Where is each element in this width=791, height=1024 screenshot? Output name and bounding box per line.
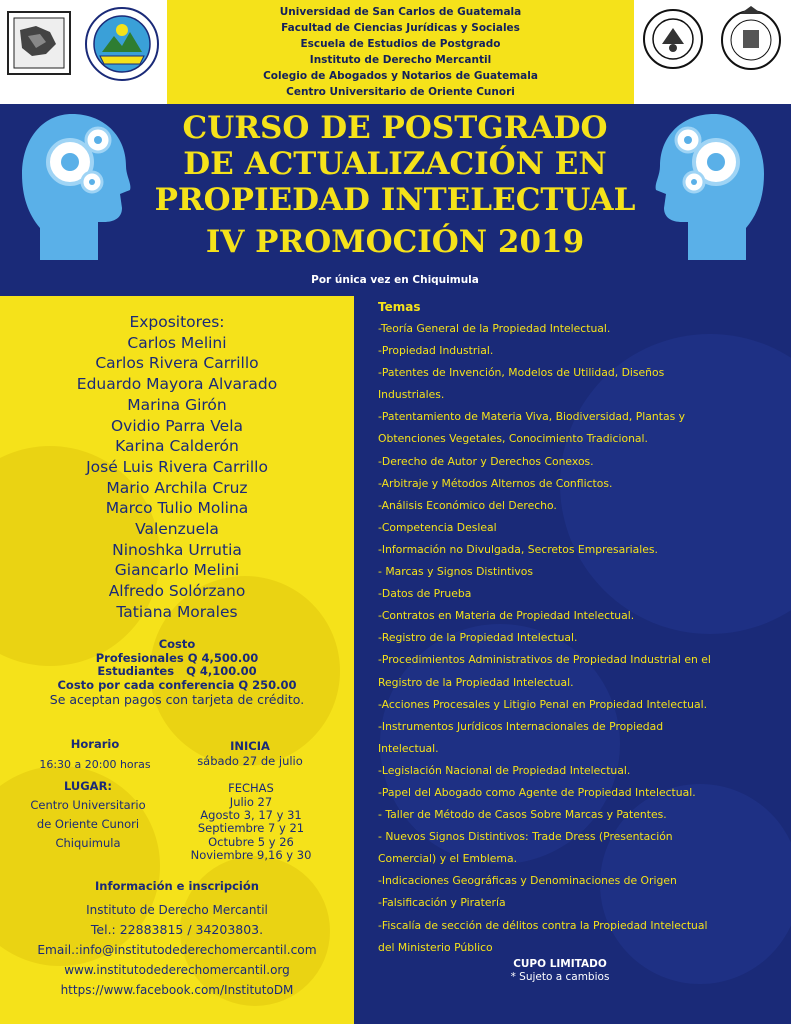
temas-heading: Temas — [378, 300, 421, 314]
institution-line: Facultad de Ciencias Jurídicas y Sociales — [281, 22, 520, 34]
tema-item: -Contratos en Materia de Propiedad Intelectual. — [378, 609, 635, 623]
expositor-name: Carlos Rivera Carrillo — [95, 354, 259, 373]
expositor-name: Karina Calderón — [115, 437, 239, 456]
institution-line: Instituto de Derecho Mercantil — [309, 54, 492, 66]
expositor-name: Giancarlo Melini — [114, 561, 240, 580]
instituto-logo — [6, 10, 72, 76]
tema-item: -Análisis Económico del Derecho. — [378, 498, 557, 512]
tema-item: -Papel del Abogado como Agente de Propiedad Intelectual. — [378, 785, 696, 799]
institution-line: Colegio de Abogados y Notarios de Guatemala — [263, 70, 538, 82]
lugar-block — [14, 780, 162, 853]
course-title-line: DE ACTUALIZACIÓN EN — [183, 146, 607, 182]
inicia-value: sábado 27 de julio — [197, 753, 303, 768]
tema-item: - Marcas y Signos Distintivos — [378, 565, 533, 579]
expositor-name: Ninoshka Urrutia — [112, 540, 242, 559]
tema-item: -Registro de la Propiedad Intelectual. — [378, 631, 578, 645]
tema-item: -Legislación Nacional de Propiedad Intelectual. — [378, 763, 631, 777]
header-institutions-band — [167, 0, 634, 104]
tema-item: -Patentes de Invención, Modelos de Utilidad, Diseños — [378, 366, 665, 380]
horario-heading: Horario — [70, 737, 120, 751]
tema-item: -Procedimientos Administrativos de Propiedad Industrial en el — [378, 653, 711, 667]
colegio-abogados-seal — [720, 4, 782, 78]
tema-item: -Arbitraje y Métodos Alternos de Conflictos. — [378, 476, 613, 490]
lugar-heading: LUGAR: — [63, 779, 113, 793]
head-gears-illustration — [652, 110, 764, 270]
tema-item: del Ministerio Público — [378, 940, 493, 954]
tema-item: Registro de la Propiedad Intelectual. — [378, 675, 574, 689]
tema-item: -Indicaciones Geográficas y Denominaciones de Origen — [378, 874, 677, 888]
tema-item: Comercial) y el Emblema. — [378, 852, 517, 866]
informacion-tel: Tel.: 22883815 / 34203803. — [90, 921, 264, 937]
course-title-line: CURSO DE POSTGRADO — [182, 110, 608, 146]
cunori-seal — [642, 8, 704, 70]
lugar-line: Centro Universitario — [30, 797, 146, 812]
fechas-heading: FECHAS — [228, 781, 274, 795]
costo-estudiantes: Estudiantes Q 4,100.00 — [97, 664, 257, 678]
costo-conferencia: Costo por cada conferencia Q 250.00 — [57, 677, 297, 692]
expositor-name: Marco Tulio Molina — [105, 499, 249, 518]
cupo-limitado-note — [490, 958, 630, 984]
expositor-name: Marina Girón — [127, 395, 227, 414]
expositor-name: Eduardo Mayora Alvarado — [76, 375, 278, 394]
informacion-org: Instituto de Derecho Mercantil — [86, 902, 268, 917]
subtitle: Por única vez en Chiquimula — [311, 274, 479, 286]
institution-line: Escuela de Estudios de Postgrado — [300, 38, 501, 50]
costo-block — [0, 638, 354, 707]
informacion-email[interactable]: Email.:info@institutodederechomercantil.com — [37, 942, 317, 957]
course-title-line: IV PROMOCIÓN 2019 — [205, 224, 585, 260]
expositores-block — [0, 312, 354, 623]
fechas-block — [180, 782, 322, 863]
lugar-line: de Oriente Cunori — [36, 816, 140, 831]
tema-item: -Derecho de Autor y Derechos Conexos. — [378, 454, 594, 468]
horario-value: 16:30 a 20:00 horas — [39, 757, 151, 771]
cupo-line: * Sujeto a cambios — [510, 971, 610, 983]
costo-heading: Costo — [158, 637, 196, 651]
institution-line: Universidad de San Carlos de Guatemala — [279, 6, 522, 18]
tema-item: -Propiedad Industrial. — [378, 344, 494, 358]
expositor-name: Ovidio Parra Vela — [110, 416, 244, 435]
tema-item: -Competencia Desleal — [378, 520, 497, 534]
inicia-block — [188, 740, 312, 768]
tema-item: - Nuevos Signos Distintivos: Trade Dress (Presentación — [378, 830, 673, 844]
expositores-heading: Expositores: — [129, 313, 225, 331]
tema-item: Industriales. — [378, 388, 445, 402]
tema-item: - Taller de Método de Casos Sobre Marcas y Patentes. — [378, 808, 667, 822]
expositor-name: Carlos Melini — [127, 333, 227, 352]
informacion-block — [0, 880, 354, 1000]
costo-profesionales: Profesionales Q 4,500.00 — [95, 650, 259, 665]
fechas-line: Julio 27 — [229, 794, 273, 809]
lugar-line: Chiquimula — [55, 835, 121, 850]
fechas-line: Octubre 5 y 26 — [208, 834, 294, 849]
fechas-line: Agosto 3, 17 y 31 — [200, 807, 302, 822]
tema-item: Intelectual. — [378, 741, 439, 755]
horario-block — [30, 738, 160, 771]
temas-panel — [370, 300, 770, 959]
costo-tarjeta: Se aceptan pagos con tarjeta de crédito. — [49, 692, 305, 707]
expositor-name: Mario Archila Cruz — [106, 478, 248, 497]
tema-item: -Acciones Procesales y Litigio Penal en Propiedad Intelectual. — [378, 697, 708, 711]
informacion-facebook[interactable]: https://www.facebook.com/InstitutoDM — [60, 982, 294, 997]
tema-item: -Patentamiento de Materia Viva, Biodiversidad, Plantas y — [378, 410, 686, 424]
tema-item: -Instrumentos Jurídicos Internacionales de Propiedad — [378, 719, 664, 733]
expositor-name: Tatiana Morales — [116, 602, 238, 621]
informacion-heading: Información e inscripción — [95, 879, 259, 893]
tema-item: -Falsificación y Piratería — [378, 896, 506, 910]
inicia-heading: INICIA — [230, 739, 270, 753]
tema-item: Obtenciones Vegetales, Conocimiento Tradicional. — [378, 432, 648, 446]
usac-seal — [84, 6, 160, 82]
tema-item: -Teoría General de la Propiedad Intelectual. — [378, 322, 611, 335]
institution-line: Centro Universitario de Oriente Cunori — [286, 86, 515, 98]
informacion-web[interactable]: www.institutodederechomercantil.org — [64, 962, 290, 977]
fechas-line: Septiembre 7 y 21 — [197, 821, 305, 836]
expositor-name: José Luis Rivera Carrillo — [86, 457, 268, 476]
cupo-line: CUPO LIMITADO — [513, 958, 607, 970]
tema-item: -Datos de Prueba — [378, 587, 472, 601]
course-title-line: PROPIEDAD INTELECTUAL — [154, 182, 636, 218]
expositor-name: Valenzuela — [135, 520, 219, 539]
tema-item: -Información no Divulgada, Secretos Empresariales. — [378, 542, 658, 556]
fechas-line: Noviembre 9,16 y 30 — [190, 848, 312, 863]
expositor-name: Alfredo Solórzano — [108, 582, 246, 601]
tema-item: -Fiscalía de sección de délitos contra la Propiedad Intelectual — [378, 918, 708, 932]
head-gears-illustration — [22, 110, 134, 270]
